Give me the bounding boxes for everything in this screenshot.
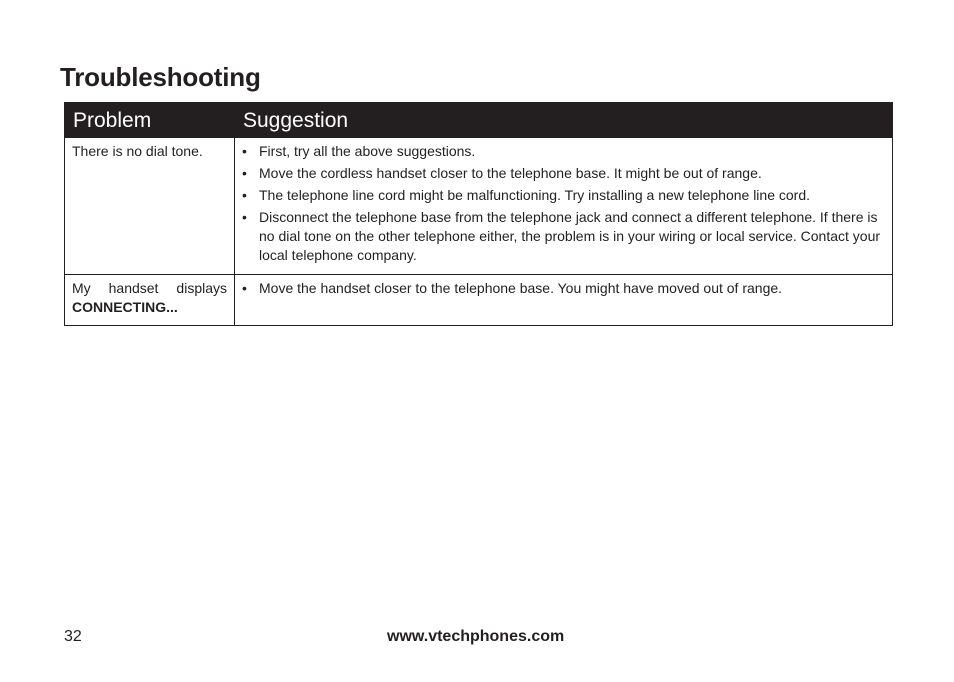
troubleshooting-table xyxy=(64,102,893,326)
header-problem: Problem xyxy=(65,103,235,138)
bullet-icon: • xyxy=(242,143,247,159)
suggestion-cell xyxy=(235,138,893,275)
list-item xyxy=(241,186,886,205)
table-header-row xyxy=(65,103,893,138)
problem-cell xyxy=(65,275,235,326)
suggestion-list xyxy=(241,142,886,265)
list-item xyxy=(241,142,886,161)
suggestion-text: Move the handset closer to the telephone base. You might have moved out of range. xyxy=(259,280,783,296)
bullet-icon: • xyxy=(242,280,247,296)
problem-text: My handset displays xyxy=(72,280,227,296)
suggestion-cell xyxy=(235,275,893,326)
suggestion-list xyxy=(241,279,886,298)
bullet-icon: • xyxy=(242,165,247,181)
bullet-icon: • xyxy=(242,209,247,225)
display-message: CONNECTING... xyxy=(72,299,178,315)
list-item xyxy=(241,208,886,265)
suggestion-text: Disconnect the telephone base from the telephone jack and connect a different telephone. If there is no dial tone on the other telephone either, the problem is in your wiring or local service. Contact your local telephone company. xyxy=(259,209,881,263)
page-title: Troubleshooting xyxy=(60,62,261,92)
list-item xyxy=(241,279,886,298)
suggestion-text: First, try all the above suggestions. xyxy=(259,143,476,159)
table-row xyxy=(65,138,893,275)
bullet-icon: • xyxy=(242,187,247,203)
problem-cell xyxy=(65,138,235,275)
website-link[interactable]: www.vtechphones.com xyxy=(387,628,565,645)
list-item xyxy=(241,164,886,183)
page-number: 32 xyxy=(64,628,82,645)
problem-text: There is no dial tone. xyxy=(72,143,203,159)
table-row xyxy=(65,275,893,326)
suggestion-text: Move the cordless handset closer to the telephone base. It might be out of range. xyxy=(259,165,762,181)
suggestion-text: The telephone line cord might be malfunctioning. Try installing a new telephone line cord. xyxy=(259,187,810,203)
header-suggestion: Suggestion xyxy=(235,103,893,138)
